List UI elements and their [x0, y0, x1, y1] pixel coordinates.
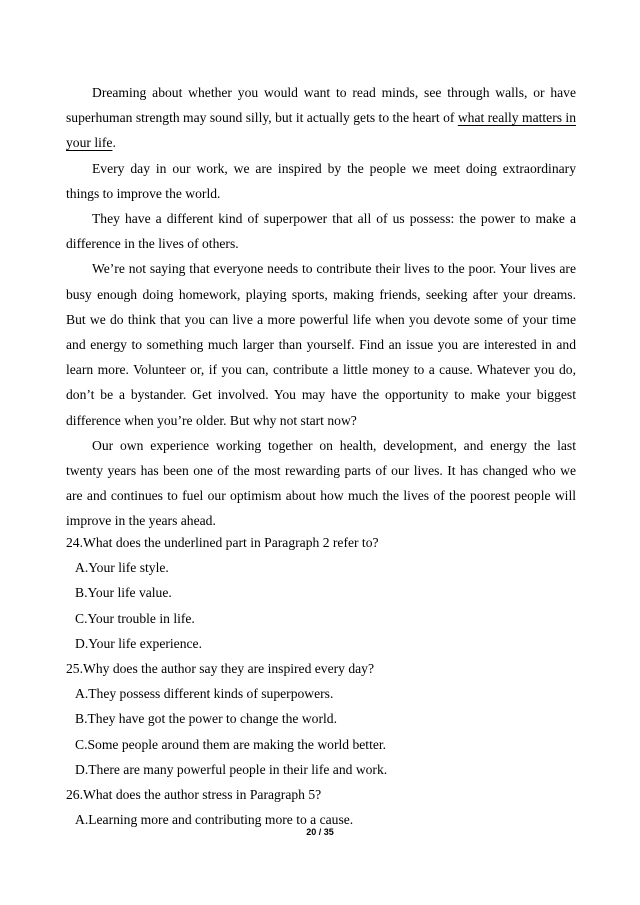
paragraph-1-text-before: Dreaming about whether you would want to read minds, see through walls, or have superhuman strength may sound silly, but it actually gets to the heart of — [66, 85, 576, 126]
reading-passage — [66, 80, 576, 534]
answer-option: A.They possess different kinds of superpowers. — [75, 686, 334, 702]
answer-option: D.There are many powerful people in their life and work. — [75, 761, 388, 777]
paragraph-3: They have a different kind of superpower that all of us possess: the power to make a difference in the lives of others. — [66, 211, 576, 252]
question-stem: 26.What does the author stress in Paragraph 5? — [66, 787, 322, 803]
answer-option: B.They have got the power to change the world. — [75, 711, 337, 727]
answer-option: A.Learning more and contributing more to a cause. — [75, 812, 354, 828]
paragraph-5: Our own experience working together on health, development, and energy the last twenty years has been one of the most rewarding parts of our lives. It has changed who we are and continues to fuel our optimism about how much the lives of the poorest people will improve in the years ahead. — [66, 437, 576, 529]
question-stem: 24.What does the underlined part in Paragraph 2 refer to? — [66, 535, 379, 550]
question-stem: 25.Why does the author say they are inspired every day? — [66, 661, 375, 677]
answer-option: C.Some people around them are making the world better. — [75, 736, 387, 752]
paragraph-1-text-after: . — [112, 135, 116, 151]
question-24 — [66, 530, 576, 656]
underlined-phrase: what really matters in your life — [66, 110, 576, 151]
paragraph-2: Every day in our work, we are inspired by the people we meet doing extraordinary things to improve the world. — [66, 160, 576, 201]
question-26 — [66, 782, 576, 832]
answer-option: A.Your life style. — [75, 560, 169, 576]
answer-option: C.Your trouble in life. — [75, 610, 195, 626]
answer-option: B.Your life value. — [75, 585, 172, 601]
page-number: 20 / 35 — [306, 827, 334, 837]
paragraph-1 — [66, 80, 576, 156]
question-25 — [66, 656, 576, 782]
answer-option: D.Your life experience. — [75, 635, 202, 651]
paragraph-4: We’re not saying that everyone needs to contribute their lives to the poor. Your lives are busy enough doing homework, playing sports, making friends, seeking after your dreams. But we do think that you can live a more powerful life when you devote some of your time and energy to something much larger than yourself. Find an issue you are interested in and learn more. Volunteer or, if you can, contribute a little money to a cause. Whatever you do, don’t be a bystander. Get involved. You may have the opportunity to make your biggest difference when you’re older. But why not start now? — [66, 261, 576, 428]
question-list — [66, 530, 576, 832]
